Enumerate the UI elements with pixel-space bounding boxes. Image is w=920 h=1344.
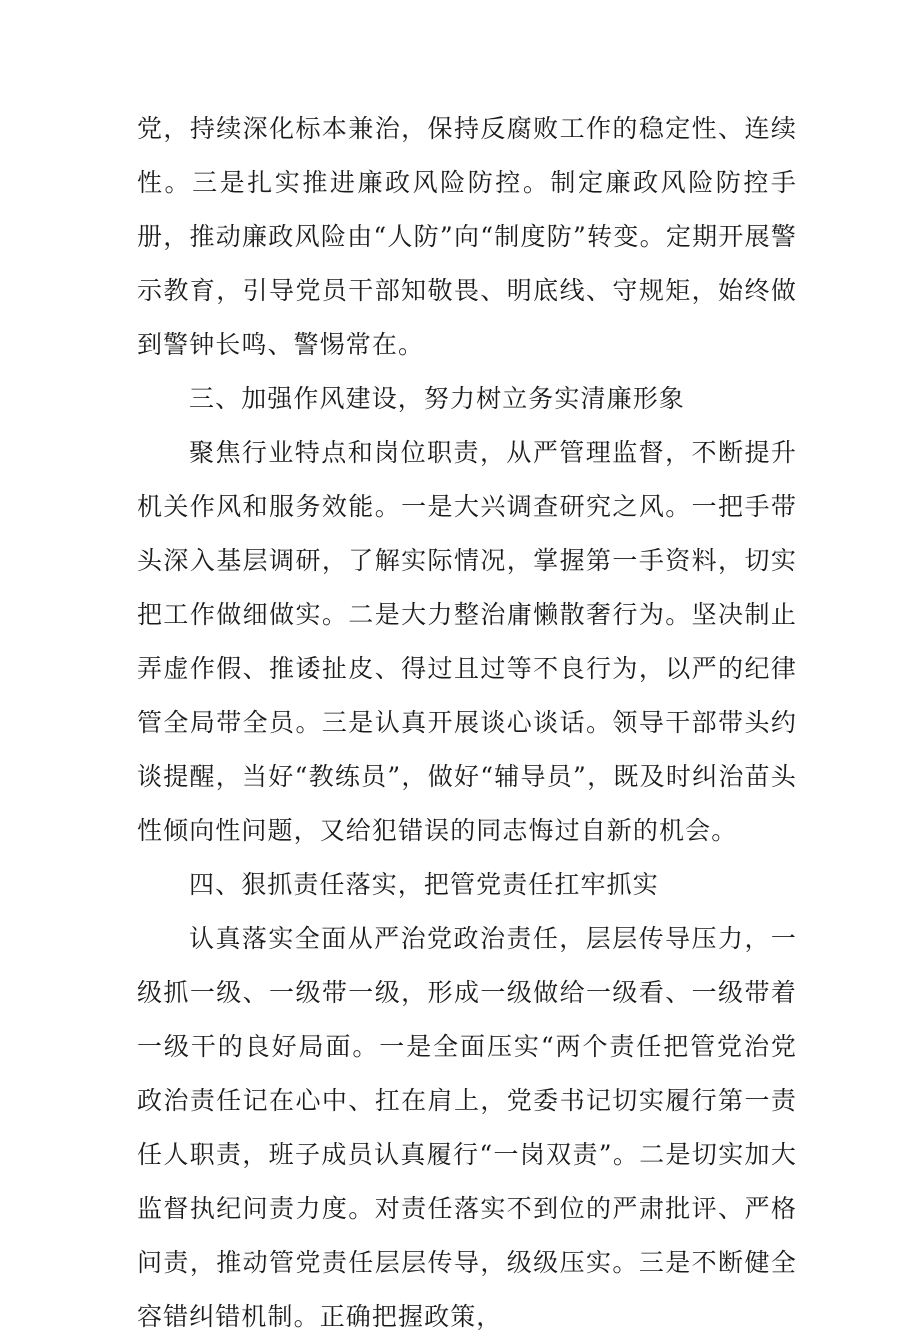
paragraph-section-three: 聚焦行业特点和岗位职责，从严管理监督，不断提升机关作风和服务效能。一是大兴调查研究之风。一把手带头深入基层调研，了解实际情况，掌握第一手资料，切实把工作做细做实。二是大力整治庸懒散奢行为。坚决制止弄虚作假、推诿扯皮、得过且过等不良行为，以严的纪律管全局带全员。三是认真开展谈心谈话。领导干部带头约谈提醒，当好“教练员”，做好“辅导员”，既及时纠治苗头性倾向性问题，又给犯错误的同志悔过自新的机会。: [137, 438, 797, 845]
document-body: [137, 102, 797, 1344]
section-heading-four: 四、狠抓责任落实，把管党责任扛牢抓实: [189, 870, 659, 899]
section-heading-three: 三、加强作风建设，努力树立务实清廉形象: [189, 384, 685, 413]
paragraph-continuation: 党，持续深化标本兼治，保持反腐败工作的稳定性、连续性。三是扎实推进廉政风险防控。制定廉政风险防控手册，推动廉政风险由“人防”向“制度防”转变。定期开展警示教育，引导党员干部知敬畏、明底线、守规矩，始终做到警钟长鸣、警惕常在。: [137, 114, 797, 359]
paragraph-section-four: 认真落实全面从严治党政治责任，层层传导压力，一级抓一级、一级带一级，形成一级做给一级看、一级带着一级干的良好局面。一是全面压实“两个责任把管党治党政治责任记在心中、扛在肩上，党委书记切实履行第一责任人职责，班子成员认真履行“一岗双责”。二是切实加大监督执纪问责力度。对责任落实不到位的严肃批评、严格问责，推动管党责任层层传导，级级压实。三是不断健全容错纠错机制。正确把握政策，: [137, 924, 797, 1331]
